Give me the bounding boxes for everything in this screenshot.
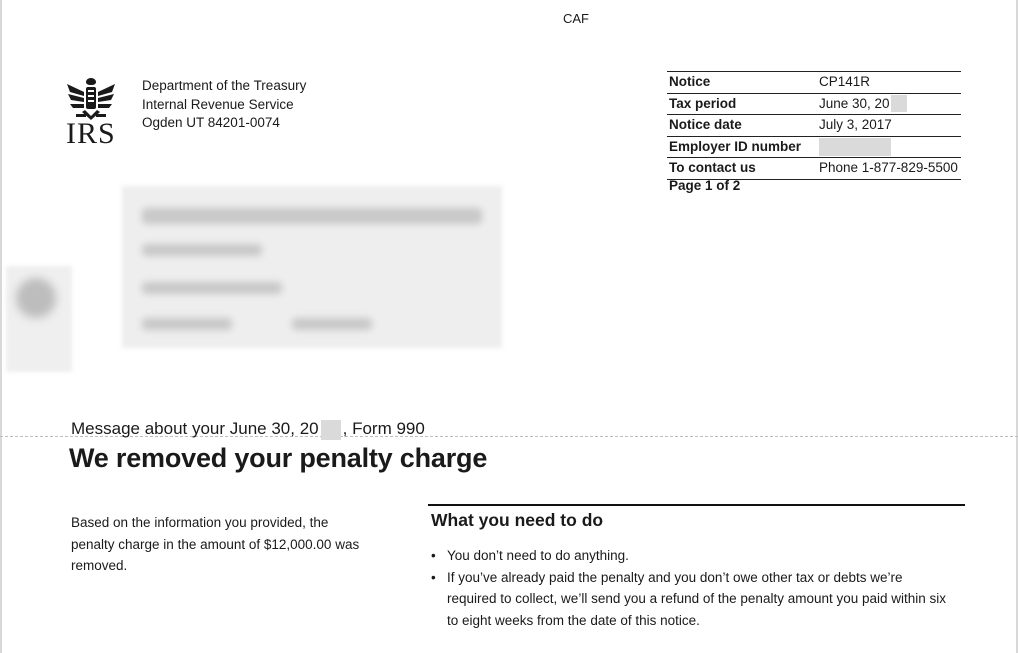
list-item: • If you’ve already paid the penalty and you don’t owe other tax or debts we’re required to collect, we’ll send you a refund of the penalty amount you paid within six to eight weeks from the date of this notice. bbox=[431, 567, 951, 632]
caf-label: CAF bbox=[563, 11, 589, 26]
page-number: Page 1 of 2 bbox=[669, 178, 741, 193]
notice-date-row bbox=[667, 114, 961, 136]
notice-label: Notice bbox=[669, 74, 711, 89]
redacted-year bbox=[891, 95, 907, 112]
todo-heading: What you need to do bbox=[431, 510, 604, 530]
message-subject bbox=[71, 419, 425, 440]
irs-eagle-icon bbox=[64, 76, 118, 122]
contact-value: Phone 1-877-829-5500 bbox=[819, 160, 958, 175]
agency-line-city: Ogden UT 84201-0074 bbox=[142, 115, 280, 130]
tax-period-label: Tax period bbox=[669, 95, 737, 111]
redacted-margin-mark bbox=[6, 266, 72, 372]
redacted-employer-id bbox=[819, 138, 891, 156]
irs-logo-text: IRS bbox=[66, 117, 116, 150]
contact-label: To contact us bbox=[669, 160, 756, 175]
redacted-year bbox=[321, 420, 341, 440]
todo-list bbox=[431, 545, 951, 631]
agency-line-service: Internal Revenue Service bbox=[142, 96, 294, 112]
employer-id-label: Employer ID number bbox=[669, 138, 802, 154]
notice-row bbox=[667, 71, 961, 93]
agency-line-department: Department of the Treasury bbox=[142, 78, 307, 93]
notice-info-table bbox=[667, 71, 961, 180]
notice-date-value: July 3, 2017 bbox=[819, 117, 892, 132]
redacted-recipient-address bbox=[122, 186, 502, 348]
tax-period-row bbox=[667, 93, 961, 115]
employer-id-row bbox=[667, 136, 961, 158]
page-title: We removed your penalty charge bbox=[69, 443, 488, 473]
message-suffix: , Form 990 bbox=[342, 419, 425, 438]
notice-value: CP141R bbox=[819, 74, 871, 89]
message-prefix: Message about your June 30, 20 bbox=[71, 419, 319, 438]
list-item: • You don’t need to do anything. bbox=[431, 545, 951, 567]
penalty-removed-text: Based on the information you provided, the penalty charge in the amount of $12,000.00 was removed. bbox=[71, 515, 360, 573]
page-edge-left bbox=[0, 0, 2, 653]
contact-row bbox=[667, 157, 961, 180]
notice-date-label: Notice date bbox=[669, 117, 742, 132]
section-divider bbox=[428, 504, 965, 506]
agency-address bbox=[142, 77, 306, 133]
tax-period-value: June 30, 20 bbox=[819, 95, 890, 111]
